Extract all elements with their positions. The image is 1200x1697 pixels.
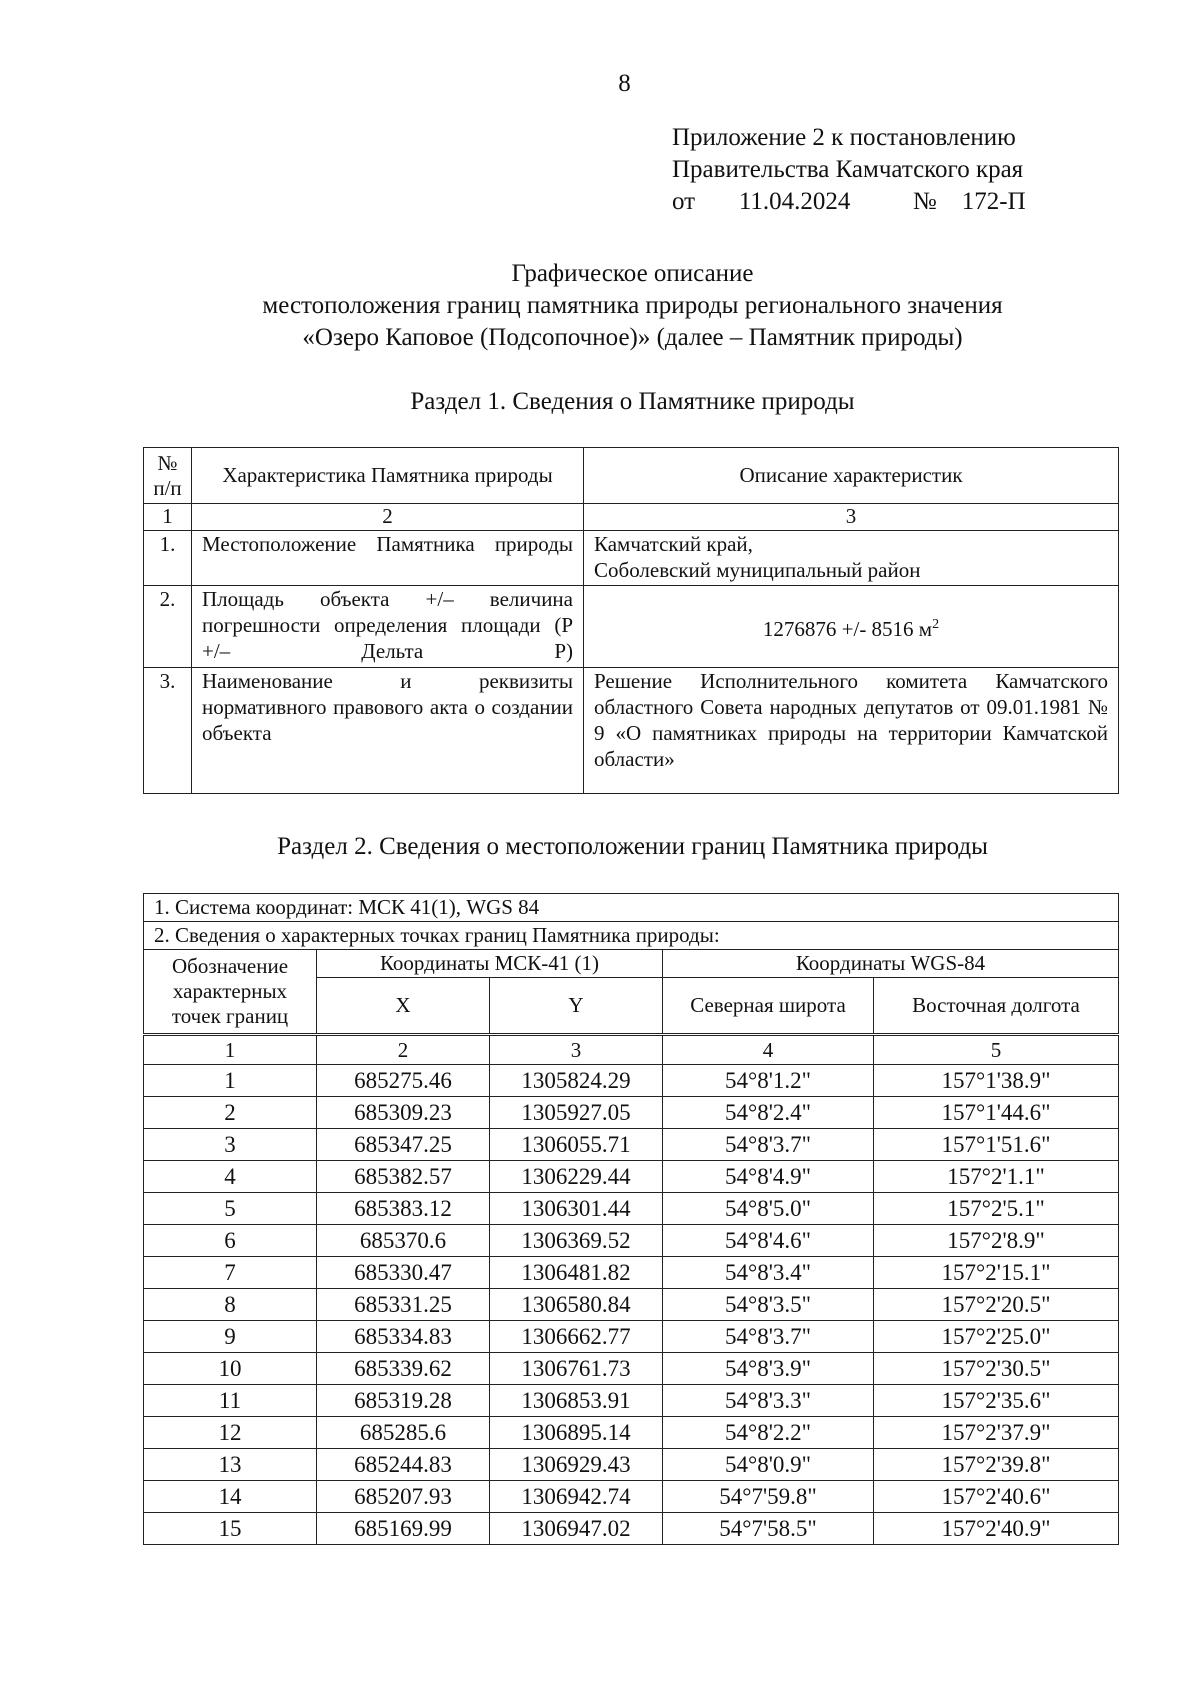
latitude-cell: 54°8'3.7" [663,1321,874,1353]
column-number: 5 [874,1035,1119,1065]
appendix-line-1: Приложение 2 к постановлению [672,124,1016,151]
y-coordinate-cell: 1306929.43 [490,1449,663,1481]
header-description: Описание характеристик [584,448,1119,504]
section-2-heading: Раздел 2. Сведения о местоположении границ Памятника природы [277,833,988,860]
latitude-cell: 54°8'1.2" [663,1065,874,1097]
x-coordinate-cell: 685334.83 [317,1321,490,1353]
longitude-cell: 157°2'35.6" [874,1385,1119,1417]
appendix-reference [672,122,1026,218]
header-y: Y [490,978,663,1035]
y-coordinate-cell: 1306662.77 [490,1321,663,1353]
point-id-cell: 15 [144,1513,317,1545]
x-coordinate-cell: 685244.83 [317,1449,490,1481]
latitude-cell: 54°7'58.5" [663,1513,874,1545]
y-coordinate-cell: 1306761.73 [490,1353,663,1385]
coordinate-system-row [144,894,1119,922]
longitude-cell: 157°1'44.6" [874,1097,1119,1129]
table-row [144,1257,1119,1289]
header-characteristic: Характеристика Памятника природы [192,448,584,504]
point-id-cell: 7 [144,1257,317,1289]
point-id-cell: 9 [144,1321,317,1353]
table-row [144,1513,1119,1545]
x-coordinate-cell: 685383.12 [317,1193,490,1225]
latitude-cell: 54°8'0.9" [663,1449,874,1481]
y-coordinate-cell: 1306229.44 [490,1161,663,1193]
point-id-cell: 10 [144,1353,317,1385]
appendix-line-3: от 11.04.2024 № 172-П [672,188,1026,215]
longitude-cell: 157°1'51.6" [874,1129,1119,1161]
description-line: Камчатский край, [594,532,753,556]
x-coordinate-cell: 685382.57 [317,1161,490,1193]
latitude-cell: 54°8'3.5" [663,1289,874,1321]
document-title [0,258,1200,354]
table-row [144,1417,1119,1449]
table-row [144,1225,1119,1257]
table-row [144,1449,1119,1481]
table-row [144,1065,1119,1097]
longitude-cell: 157°2'1.1" [874,1161,1119,1193]
header-latitude: Северная широта [663,978,874,1035]
y-coordinate-cell: 1306369.52 [490,1225,663,1257]
x-coordinate-cell: 685285.6 [317,1417,490,1449]
longitude-cell: 157°2'37.9" [874,1417,1119,1449]
table-row [144,1481,1119,1513]
latitude-cell: 54°8'3.3" [663,1385,874,1417]
table-row [144,586,1119,668]
point-id-cell: 14 [144,1481,317,1513]
point-id-cell: 12 [144,1417,317,1449]
column-number: 3 [490,1035,663,1065]
y-coordinate-cell: 1306947.02 [490,1513,663,1545]
table-row [144,1097,1119,1129]
latitude-cell: 54°8'2.2" [663,1417,874,1449]
title-line-3: «Озеро Каповое (Подсопочное)» (далее – Памятник природы) [302,324,963,351]
description-cell [584,531,1119,586]
table-row [144,668,1119,794]
table-header-row [144,950,1119,978]
characteristic-cell: Местоположение Памятника природы [192,531,584,586]
longitude-cell: 157°2'20.5" [874,1289,1119,1321]
x-coordinate-cell: 685330.47 [317,1257,490,1289]
latitude-cell: 54°8'3.9" [663,1353,874,1385]
latitude-cell: 54°8'3.4" [663,1257,874,1289]
points-info-row [144,922,1119,950]
longitude-cell: 157°2'15.1" [874,1257,1119,1289]
y-coordinate-cell: 1306580.84 [490,1289,663,1321]
x-coordinate-cell: 685331.25 [317,1289,490,1321]
area-unit-exponent: 2 [932,616,940,632]
area-value: 1276876 +/- 8516 м [762,616,933,641]
latitude-cell: 54°8'4.6" [663,1225,874,1257]
x-coordinate-cell: 685275.46 [317,1065,490,1097]
column-number: 4 [663,1035,874,1065]
y-coordinate-cell: 1305824.29 [490,1065,663,1097]
description-line: Соболевский муниципальный район [594,558,921,582]
latitude-cell: 54°8'2.4" [663,1097,874,1129]
header-wgs-coordinates: Координаты WGS-84 [663,950,1119,978]
point-id-cell: 11 [144,1385,317,1417]
longitude-cell: 157°2'39.8" [874,1449,1119,1481]
column-number: 1 [144,1035,317,1065]
title-line-1: Графическое описание [511,260,754,287]
coordinate-system-text: 1. Система координат: МСК 41(1), WGS 84 [144,894,1119,922]
latitude-cell: 54°8'5.0" [663,1193,874,1225]
point-id-cell: 5 [144,1193,317,1225]
point-id-cell: 3 [144,1129,317,1161]
table-row [144,1385,1119,1417]
latitude-cell: 54°8'4.9" [663,1161,874,1193]
characteristic-cell: Площадь объекта +/– величина погрешности определения площади (P +/– Дельта P) [192,586,584,668]
longitude-cell: 157°2'8.9" [874,1225,1119,1257]
table-row [144,1129,1119,1161]
x-coordinate-cell: 685370.6 [317,1225,490,1257]
header-longitude: Восточная долгота [874,978,1119,1035]
column-number: 3 [584,504,1119,531]
table-row [144,1353,1119,1385]
header-number: № п/п [144,448,192,504]
longitude-cell: 157°2'30.5" [874,1353,1119,1385]
table-row [144,1161,1119,1193]
column-number: 1 [144,504,192,531]
monument-info-table [143,447,1119,794]
point-id-cell: 6 [144,1225,317,1257]
point-id-cell: 13 [144,1449,317,1481]
longitude-cell: 157°2'25.0" [874,1321,1119,1353]
appendix-line-2: Правительства Камчатского края [672,156,1024,183]
points-body [144,1065,1119,1545]
y-coordinate-cell: 1306055.71 [490,1129,663,1161]
table-row [144,1321,1119,1353]
x-coordinate-cell: 685319.28 [317,1385,490,1417]
column-number: 2 [317,1035,490,1065]
column-numbering-row [144,1035,1119,1065]
latitude-cell: 54°7'59.8" [663,1481,874,1513]
y-coordinate-cell: 1306895.14 [490,1417,663,1449]
x-coordinate-cell: 685309.23 [317,1097,490,1129]
point-id-cell: 8 [144,1289,317,1321]
header-x: X [317,978,490,1035]
y-coordinate-cell: 1306481.82 [490,1257,663,1289]
area-value-cell [584,586,1119,668]
row-number: 2. [144,586,192,668]
x-coordinate-cell: 685347.25 [317,1129,490,1161]
column-numbering-row [144,504,1119,531]
point-id-cell: 2 [144,1097,317,1129]
description-cell: Решение Исполнительного комитета Камчатского областного Совета народных депутатов от 09.01.1981 № 9 «О памятниках природы на территории Камчатской области» [584,668,1119,794]
table-row [144,1289,1119,1321]
column-number: 2 [192,504,584,531]
y-coordinate-cell: 1306942.74 [490,1481,663,1513]
header-msk-coordinates: Координаты МСК-41 (1) [317,950,663,978]
table-header-row [144,448,1119,504]
x-coordinate-cell: 685169.99 [317,1513,490,1545]
point-id-cell: 1 [144,1065,317,1097]
latitude-cell: 54°8'3.7" [663,1129,874,1161]
characteristic-cell: Наименование и реквизиты нормативного правового акта о создании объекта [192,668,584,794]
longitude-cell: 157°1'38.9" [874,1065,1119,1097]
header-designation: Обозначение характерных точек границ [144,950,317,1035]
row-number: 3. [144,668,192,794]
table-row [144,531,1119,586]
x-coordinate-cell: 685207.93 [317,1481,490,1513]
section-1-heading: Раздел 1. Сведения о Памятнике природы [410,388,855,415]
longitude-cell: 157°2'40.9" [874,1513,1119,1545]
point-id-cell: 4 [144,1161,317,1193]
title-line-2: местоположения границ памятника природы регионального значения [262,292,1003,319]
y-coordinate-cell: 1305927.05 [490,1097,663,1129]
boundary-points-table [143,893,1119,1545]
points-info-text: 2. Сведения о характерных точках границ Памятника природы: [144,922,1119,950]
table-row [144,1193,1119,1225]
x-coordinate-cell: 685339.62 [317,1353,490,1385]
y-coordinate-cell: 1306301.44 [490,1193,663,1225]
page-number: 8 [618,70,631,97]
row-number: 1. [144,531,192,586]
y-coordinate-cell: 1306853.91 [490,1385,663,1417]
longitude-cell: 157°2'40.6" [874,1481,1119,1513]
longitude-cell: 157°2'5.1" [874,1193,1119,1225]
